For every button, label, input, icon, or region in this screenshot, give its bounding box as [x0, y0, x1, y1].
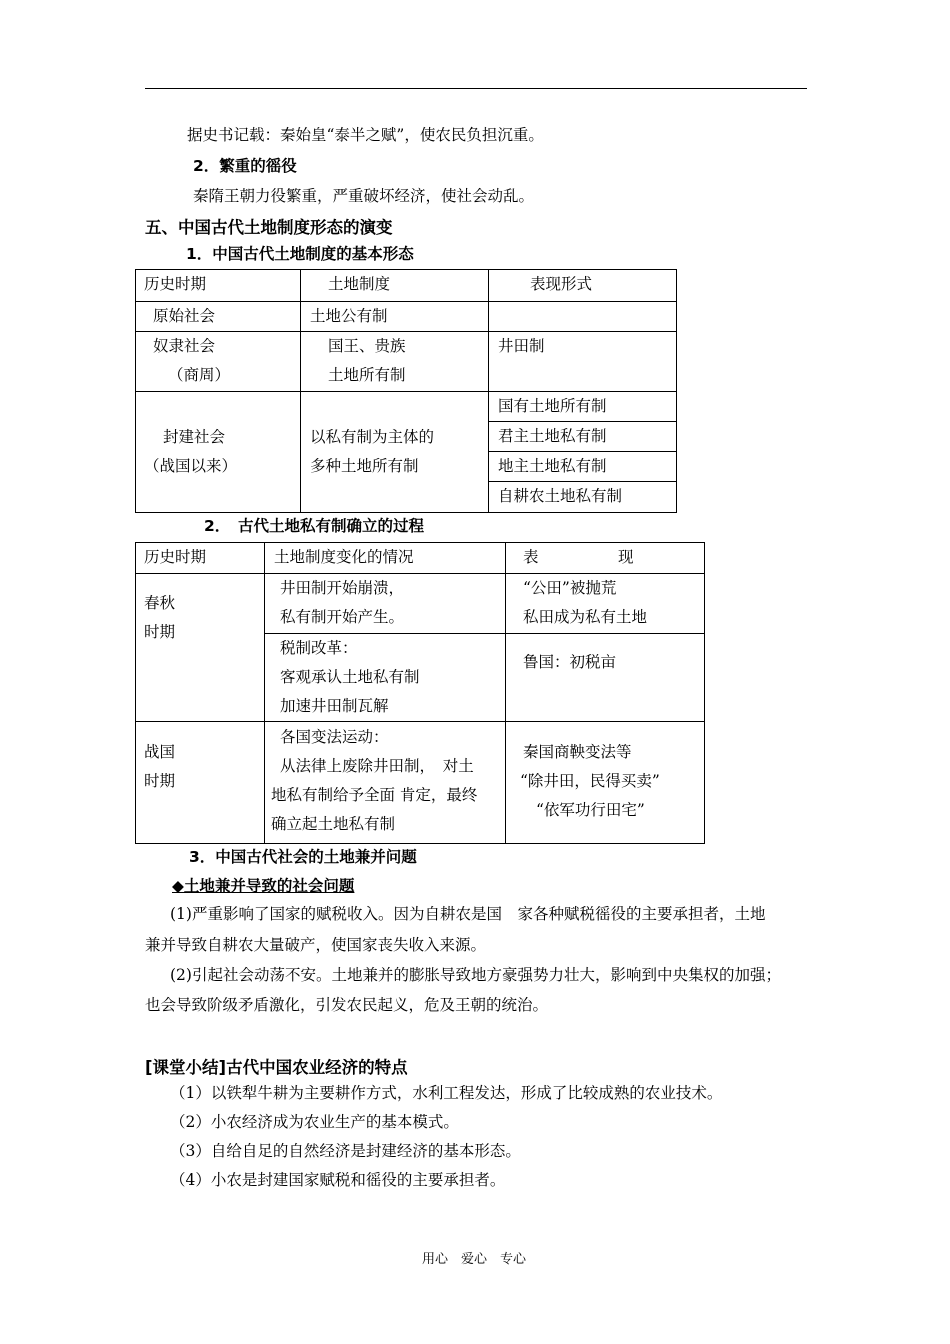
t1-r3-form-3: 地主土地私有制 — [489, 452, 677, 482]
summary-item-1: （1）以铁犁牛耕为主要耕作方式，水利工程发达，形成了比较成熟的农业技术。 — [170, 1084, 723, 1102]
t1-r3-form-1: 国有土地所有制 — [489, 392, 677, 422]
summary-item-4: （4）小农是封建国家赋税和徭役的主要承担者。 — [170, 1171, 506, 1189]
problem2-line1: (2)引起社会动荡不安。土地兼并的膨胀导致地方豪强势力壮大，影响到中央集权的加强； — [170, 966, 781, 984]
t1-r2-form: 井田制 — [489, 332, 677, 392]
t2-warring-show: 秦国商鞅变法等 “除井田，民得买卖” “依军功行田宅” — [506, 722, 705, 844]
problem1-line1: (1)严重影响了国家的赋税收入。因为自耕农是国 家各种赋税徭役的主要承担者，土地 — [170, 905, 766, 923]
t1-header-period: 历史时期 — [136, 270, 301, 302]
t2-spring-period: 春秋 时期 — [136, 574, 265, 722]
summary-title: [课堂小结]古代中国农业经济的特点 — [145, 1058, 408, 1077]
t2-warring-change: 各国变法运动： 从法律上废除井田制， 对土 地私有制给予全面 肯定，最终 确立起土地私有制 — [265, 722, 506, 844]
t1-r2-period: 奴隶社会 （商周） — [136, 332, 301, 392]
sec2-text: 秦隋王朝力役繁重，严重破坏经济，使社会动乱。 — [193, 187, 535, 205]
t1-header-form: 表现形式 — [489, 270, 677, 302]
t1-r3-period: 封建社会 （战国以来） — [136, 392, 301, 513]
diamond-title: ◆土地兼并导致的社会问题 — [172, 877, 355, 895]
t2-header-period: 历史时期 — [136, 543, 265, 574]
t2-spring-show-1: “公田”被抛荒 私田成为私有土地 — [506, 574, 705, 634]
sub2-title: 2． 古代土地私有制确立的过程 — [204, 517, 425, 535]
problem1-line2: 兼并导致自耕农大量破产，使国家丧失收入来源。 — [145, 936, 487, 954]
t2-spring-change-1: 井田制开始崩溃， 私有制开始产生。 — [265, 574, 506, 634]
t2-spring-change-2: 税制改革： 客观承认土地私有制 加速井田制瓦解 — [265, 634, 506, 722]
header-rule — [145, 88, 807, 89]
land-system-table — [135, 269, 677, 513]
intro-line: 据史书记载：秦始皇“泰半之赋”，使农民负担沉重。 — [187, 126, 544, 144]
t1-r3-form-2: 君主土地私有制 — [489, 422, 677, 452]
t1-r1-period: 原始社会 — [136, 302, 301, 332]
sec2-heading: 2．繁重的徭役 — [193, 157, 297, 175]
summary-item-2: （2）小农经济成为农业生产的基本模式。 — [170, 1113, 459, 1131]
sub3-title: 3．中国古代社会的土地兼并问题 — [189, 848, 417, 866]
t1-r1-system: 土地公有制 — [301, 302, 489, 332]
t1-r3-system: 以私有制为主体的 多种土地所有制 — [301, 392, 489, 513]
t1-r1-form — [489, 302, 677, 332]
summary-item-3: （3）自给自足的自然经济是封建经济的基本形态。 — [170, 1142, 521, 1160]
t2-warring-period: 战国 时期 — [136, 722, 265, 844]
t2-header-change: 土地制度变化的情况 — [265, 543, 506, 574]
t1-r3-form-4: 自耕农土地私有制 — [489, 482, 677, 513]
t2-spring-show-2: 鲁国：初税亩 — [506, 634, 705, 722]
t1-header-system: 土地制度 — [301, 270, 489, 302]
t1-r2-system: 国王、贵族 土地所有制 — [301, 332, 489, 392]
section5-title: 五、中国古代土地制度形态的演变 — [145, 218, 393, 237]
sub1-title: 1．中国古代土地制度的基本形态 — [186, 245, 414, 263]
t2-header-show: 表 现 — [506, 543, 705, 574]
land-privatization-table — [135, 542, 705, 844]
page-footer: 用心 爱心 专心 — [422, 1252, 527, 1267]
problem2-line2: 也会导致阶级矛盾激化，引发农民起义，危及王朝的统治。 — [145, 996, 549, 1014]
